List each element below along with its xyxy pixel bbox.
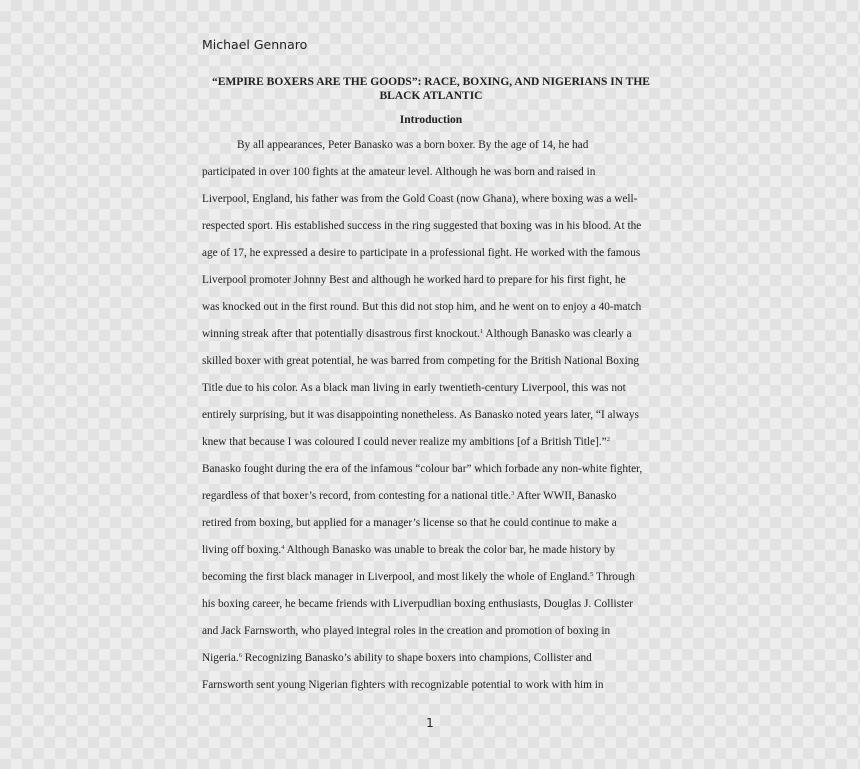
text-line-content: By all appearances, Peter Banasko was a born boxer. By the age of 14, he had [237, 139, 589, 151]
text-line-content: regardless of that boxer’s record, from contesting for a national title. [202, 490, 512, 502]
text-line-content: his boxing career, he became friends with Liverpudlian boxing enthusiasts, Douglas J. Collister [202, 598, 633, 610]
author-name: Michael Gennaro [202, 37, 308, 52]
text-line-content: winning streak after that potentially disastrous first knockout. [202, 328, 480, 340]
footnote-marker[interactable]: 2 [606, 436, 610, 443]
text-line-continuation: Although Banasko was clearly a [483, 328, 632, 340]
text-line-content: Title due to his color. As a black man living in early twentieth-century Liverpool, this was not [202, 382, 626, 394]
text-line [202, 326, 672, 353]
text-line [202, 542, 672, 569]
text-line [202, 245, 672, 272]
text-line-content: was knocked out in the first round. But this did not stop him, and he went on to enjoy a 40-match [202, 301, 642, 313]
text-line [202, 677, 672, 704]
text-line [202, 407, 672, 434]
text-line [202, 137, 672, 164]
title-line-2: BLACK ATLANTIC [379, 90, 483, 102]
footnote-marker[interactable]: 6 [238, 652, 242, 659]
page-number: 1 [426, 716, 434, 730]
text-line-content: retired from boxing, but applied for a manager’s license so that he could continue to make a [202, 517, 617, 529]
text-line [202, 434, 672, 461]
text-line [202, 191, 672, 218]
text-line [202, 596, 672, 623]
body-text [202, 137, 672, 704]
text-line [202, 569, 672, 596]
text-line [202, 650, 672, 677]
text-line [202, 461, 672, 488]
section-heading: Introduction [399, 114, 463, 126]
text-line-content: and Jack Farnsworth, who played integral roles in the creation and promotion of boxing in [202, 625, 611, 637]
text-line [202, 515, 672, 542]
text-line-content: becoming the first black manager in Liverpool, and most likely the whole of England. [202, 571, 591, 583]
text-line-content: Nigeria. [202, 652, 239, 664]
footnote-marker[interactable]: 1 [479, 328, 484, 335]
title-line-1: “EMPIRE BOXERS ARE THE GOODS”: RACE, BOXING, AND NIGERIANS IN THE [212, 76, 650, 88]
text-line-content: respected sport. His established success in the ring suggested that boxing was in his blood. At the [202, 220, 642, 232]
text-line-content: Liverpool promoter Johnny Best and although he worked hard to prepare for his first fight, he [202, 274, 626, 286]
text-line [202, 299, 672, 326]
text-line-continuation: After WWII, Banasko [514, 490, 617, 502]
text-line-content: living off boxing. [202, 544, 282, 556]
text-line-content: Liverpool, England, his father was from the Gold Coast (now Ghana), where boxing was a well- [202, 193, 638, 205]
text-line-content: Banasko fought during the era of the infamous “colour bar” which forbade any non-white fighter, [202, 463, 643, 475]
text-line [202, 623, 672, 650]
text-line [202, 164, 672, 191]
text-line-continuation: Through [593, 571, 635, 583]
text-line-content: age of 17, he expressed a desire to participate in a professional fight. He worked with the famous [202, 247, 641, 259]
text-line-continuation: Recognizing Banasko’s ability to shape boxers into champions, Collister and [241, 652, 592, 664]
text-line-continuation: Although Banasko was unable to break the color bar, he made history by [284, 544, 616, 556]
text-line-content: knew that because I was coloured I could never realize my ambitions [of a British Title].” [202, 436, 607, 448]
text-line [202, 218, 672, 245]
text-line [202, 488, 672, 515]
text-line-content: Farnsworth sent young Nigerian fighters with recognizable potential to work with him in [202, 679, 604, 691]
text-line-content: participated in over 100 fights at the amateur level. Although he was born and raised in [202, 166, 596, 178]
text-line [202, 353, 672, 380]
footnote-marker[interactable]: 5 [590, 571, 594, 578]
text-line-content: skilled boxer with great potential, he was barred from competing for the British National Boxing [202, 355, 640, 367]
footnote-marker[interactable]: 3 [511, 490, 515, 497]
text-line-content: entirely surprising, but it was disappointing nonetheless. As Banasko noted years later, “I always [202, 409, 639, 421]
footnote-marker[interactable]: 4 [281, 544, 285, 551]
text-line [202, 380, 672, 407]
text-line [202, 272, 672, 299]
document-title [202, 75, 660, 103]
